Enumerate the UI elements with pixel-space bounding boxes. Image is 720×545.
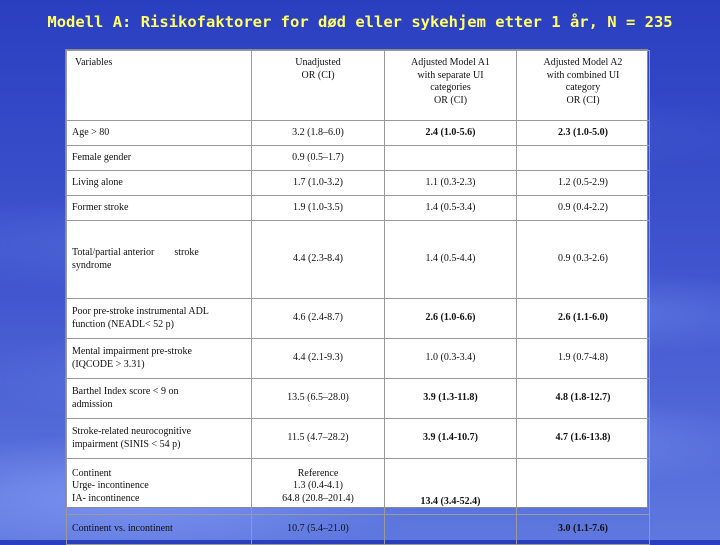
row-model-a2: 2.6 (1.1-6.0)	[517, 299, 650, 339]
row-model-a1: 1.4 (0.5-4.4)	[385, 221, 517, 299]
row-unadjusted: Reference 1.3 (0.4-4.1) 64.8 (20.8–201.4)	[252, 459, 385, 515]
row-unadjusted: 13.5 (6.5–28.0)	[252, 379, 385, 419]
row-model-a1: 3.9 (1.4-10.7)	[385, 419, 517, 459]
row-model-a2: 1.9 (0.7-4.8)	[517, 339, 650, 379]
row-variable: Female gender	[67, 146, 252, 171]
row-unadjusted: 4.4 (2.3-8.4)	[252, 221, 385, 299]
row-model-a2: 0.9 (0.4-2.2)	[517, 196, 650, 221]
row-model-a2: 2.3 (1.0-5.0)	[517, 121, 650, 146]
header-model-a1: Adjusted Model A1 with separate UI categories OR (CI)	[385, 51, 517, 121]
table-row	[67, 459, 650, 515]
row-model-a2	[517, 459, 650, 515]
row-model-a1: 3.9 (1.3-11.8)	[385, 379, 517, 419]
row-model-a1: 1.0 (0.3-3.4)	[385, 339, 517, 379]
row-variable: Total/partial anterior stroke syndrome	[67, 221, 252, 299]
row-variable: Age > 80	[67, 121, 252, 146]
row-unadjusted: 1.9 (1.0-3.5)	[252, 196, 385, 221]
row-unadjusted: 0.9 (0.5–1.7)	[252, 146, 385, 171]
row-variable: Stroke-related neurocognitive impairment (SINIS < 54 p)	[67, 419, 252, 459]
header-row	[67, 51, 650, 121]
row-variable: Former stroke	[67, 196, 252, 221]
header-variables: Variables	[67, 51, 252, 121]
row-unadjusted: 4.4 (2.1-9.3)	[252, 339, 385, 379]
row-unadjusted: 3.2 (1.8–6.0)	[252, 121, 385, 146]
table-row	[67, 146, 650, 171]
table-row	[67, 299, 650, 339]
row-model-a1: 2.6 (1.0-6.6)	[385, 299, 517, 339]
row-unadjusted: 1.7 (1.0-3.2)	[252, 171, 385, 196]
row-variable: Continent vs. incontinent	[67, 515, 252, 545]
table-row	[67, 515, 650, 545]
row-variable: Barthel Index score < 9 on admission	[67, 379, 252, 419]
row-model-a1: 2.4 (1.0-5.6)	[385, 121, 517, 146]
table-row	[67, 379, 650, 419]
row-variable: Continent Urge- incontinence IA- incontinence	[67, 459, 252, 515]
row-model-a1	[385, 146, 517, 171]
row-unadjusted: 4.6 (2.4-8.7)	[252, 299, 385, 339]
risk-factor-table	[65, 49, 648, 535]
row-unadjusted: 11.5 (4.7–28.2)	[252, 419, 385, 459]
row-model-a1	[385, 515, 517, 545]
row-model-a2: 0.9 (0.3-2.6)	[517, 221, 650, 299]
row-model-a2: 1.2 (0.5-2.9)	[517, 171, 650, 196]
header-unadjusted: Unadjusted OR (CI)	[252, 51, 385, 121]
row-model-a1: 1.1 (0.3-2.3)	[385, 171, 517, 196]
table-row	[67, 121, 650, 146]
table-row	[67, 221, 650, 299]
row-unadjusted: 10.7 (5.4–21.0)	[252, 515, 385, 545]
row-variable: Mental impairment pre-stroke (IQCODE > 3.31)	[67, 339, 252, 379]
row-variable: Poor pre-stroke instrumental ADL function (NEADL< 52 p)	[67, 299, 252, 339]
table-row	[67, 339, 650, 379]
row-model-a1: 1.4 (0.5-3.4)	[385, 196, 517, 221]
header-model-a2: Adjusted Model A2 with combined UI category OR (CI)	[517, 51, 650, 121]
table-row	[67, 419, 650, 459]
table-row	[67, 171, 650, 196]
row-model-a2: 3.0 (1.1-7.6)	[517, 515, 650, 545]
row-variable: Living alone	[67, 171, 252, 196]
row-model-a1: 13.4 (3.4-52.4)	[385, 459, 517, 515]
row-model-a2: 4.8 (1.8-12.7)	[517, 379, 650, 419]
row-model-a2: 4.7 (1.6-13.8)	[517, 419, 650, 459]
slide-title: Modell A: Risikofaktorer for død eller sykehjem etter 1 år, N = 235	[47, 13, 673, 31]
table-row	[67, 196, 650, 221]
row-model-a2	[517, 146, 650, 171]
